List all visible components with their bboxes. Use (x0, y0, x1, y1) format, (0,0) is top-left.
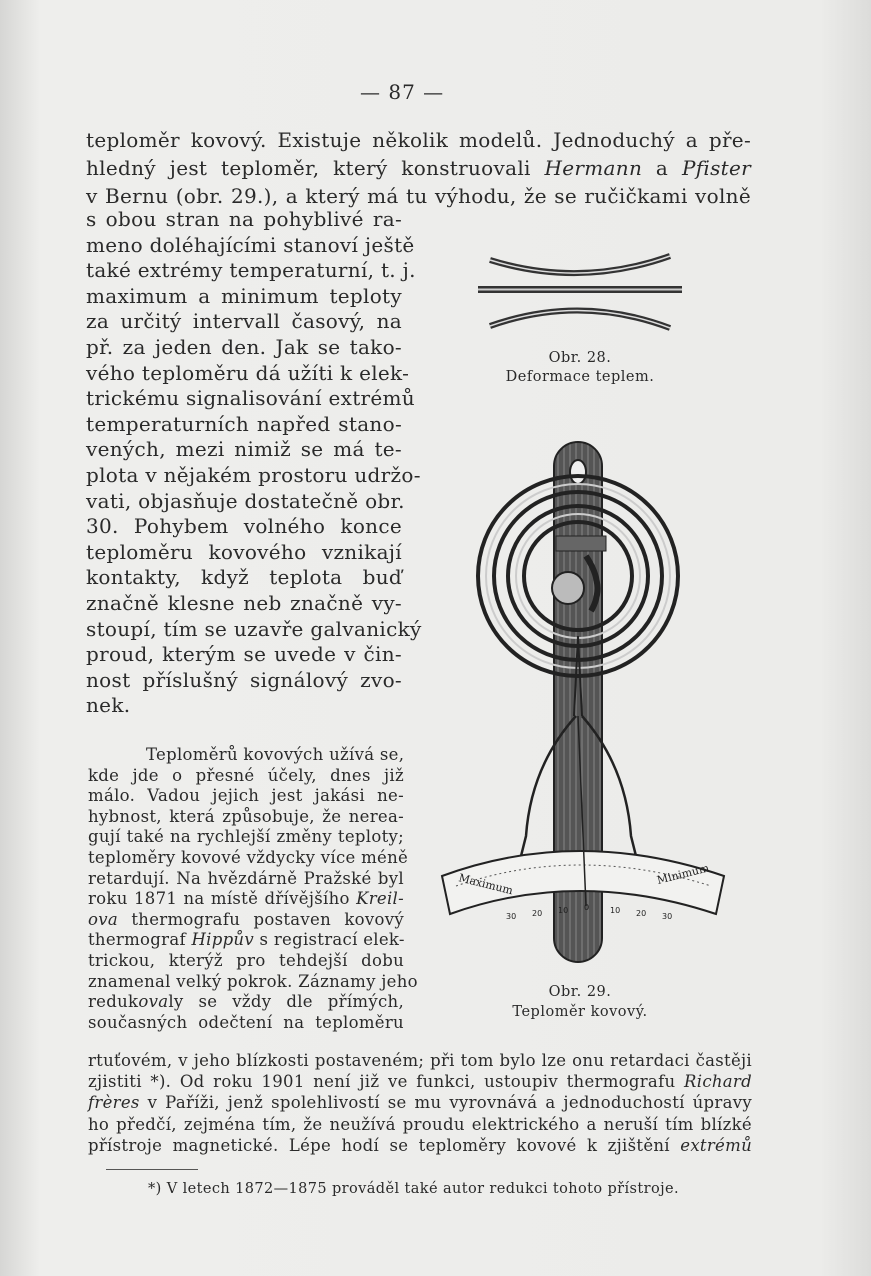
text-line: hybnost, která způsobuje, že nerea- (88, 806, 404, 826)
text-line: znamenal velký pokrok. Záznamy jeho (88, 971, 418, 991)
text-line: stoupí, tím se uzavře galvanický (86, 616, 422, 641)
text-line: plota v nějakém prostoru udržo- (86, 463, 421, 487)
text-line: teploměru kovového vznikají (86, 539, 402, 564)
text-line: roku 1871 na místě dřívějšího Kreil- (88, 889, 404, 909)
text-line: př. za jeden den. Jak se tako- (86, 335, 402, 359)
footnote: *) V letech 1872—1875 prováděl také autor redukci tohoto přístroje. (148, 1181, 679, 1197)
text-line: kontakty, když teplota buď (86, 565, 402, 590)
text-line: kde jde o přesné účely, dnes již (88, 765, 404, 785)
text-line: teploměr kovový. Existuje několik modelů. Jednoduchý a pře- (86, 128, 751, 152)
scale-label-maximum: Maximum (457, 871, 515, 898)
text-line-with-names: hledný jest teploměr, který konstruovali Hermann a Pfister (86, 156, 751, 180)
scale-number: 20 (636, 909, 647, 918)
text-line: gují také na rychlejší změny teploty; (88, 827, 404, 847)
scale-number: 0 (584, 903, 590, 912)
text-line: meno doléhajícími stanoví ještě (86, 232, 415, 257)
text-line: ova thermografu postaven kovový (88, 909, 404, 929)
text-line: ho předčí, zejména tím, že neužívá proudu elektrického a neruší tím blízké (88, 1114, 752, 1134)
text-line: značně klesne neb značně vy- (86, 591, 402, 615)
figure-29-caption: Teploměr kovový. (512, 1004, 648, 1020)
text-line (86, 156, 751, 181)
text-line: rtuťovém, v jeho blízkosti postaveném; při tom bylo lze onu retardaci častěji (88, 1051, 752, 1070)
text-line: nost příslušný signálový zvo- (86, 667, 402, 692)
bimetal-strips-illustration (470, 248, 690, 338)
scale-number: 20 (532, 909, 543, 918)
text-line: Teploměrů kovových užívá se, (146, 745, 405, 764)
text-line: zjistiti *). Od roku 1901 není již ve funkci, ustoupiv thermografu Richard (88, 1072, 752, 1092)
text-line: maximum a minimum teploty (86, 283, 402, 308)
text-line: temperaturních napřed stano- (86, 411, 402, 436)
text-line: také extrémy temperaturní, t. j. (86, 258, 416, 283)
text-line: thermograf Hippův s registrací elek- (88, 930, 405, 950)
text-line: s obou stran na pohyblivé ra- (86, 207, 402, 231)
scale-number: 30 (662, 912, 673, 921)
scale-number: 10 (610, 906, 621, 915)
scale-number: 30 (506, 912, 517, 921)
text-line: vených, mezi nimiž se má te- (86, 437, 402, 462)
text-line: retardují. Na hvězdárně Pražské byl (88, 868, 404, 888)
text-line: trickou, kterýž pro tehdejší dobu (88, 951, 404, 970)
figure-28-caption: Deformace teplem. (505, 369, 655, 385)
text-line: teploměry kovové vždycky více méně (88, 848, 409, 867)
text-line: v Bernu (obr. 29.), a který má tu výhodu, že se ručičkami volně (86, 184, 751, 208)
text-line: nek. (86, 693, 131, 718)
text-line: vati, objasňuje dostatečně obr. (86, 488, 405, 513)
text-line: proud, kterým se uvede v čin- (86, 642, 402, 667)
text-line: současných odečtení na teploměru (88, 1012, 404, 1032)
text-line: redukovaly se vždy dle přímých, (88, 992, 404, 1012)
figure-29-number: Obr. 29. (548, 984, 612, 1000)
text-line: trickému signalisování extrémů (86, 386, 415, 411)
text-line: za určitý intervall časový, na (86, 309, 402, 334)
text-line: 30. Pohybem volného konce (86, 514, 402, 539)
text-line: vého teploměru dá užíti k elek- (86, 360, 410, 385)
metal-thermometer-illustration (436, 436, 736, 966)
text-line: málo. Vadou jejich jest jakási ne- (88, 786, 404, 806)
text-line: frères v Paříži, jenž spolehlivostí se mu vyrovnává a jednoduchostí úpravy (88, 1093, 752, 1113)
text-line: přístroje magnetické. Lépe hodí se teploměry kovové k zjištění extrémů (88, 1135, 752, 1155)
page-number: — 87 — (360, 80, 445, 104)
figure-28-number: Obr. 28. (548, 350, 612, 366)
scale-label-minimum: Minimum (655, 861, 711, 887)
scale-number: 10 (558, 906, 569, 915)
footnote-rule (106, 1169, 198, 1170)
